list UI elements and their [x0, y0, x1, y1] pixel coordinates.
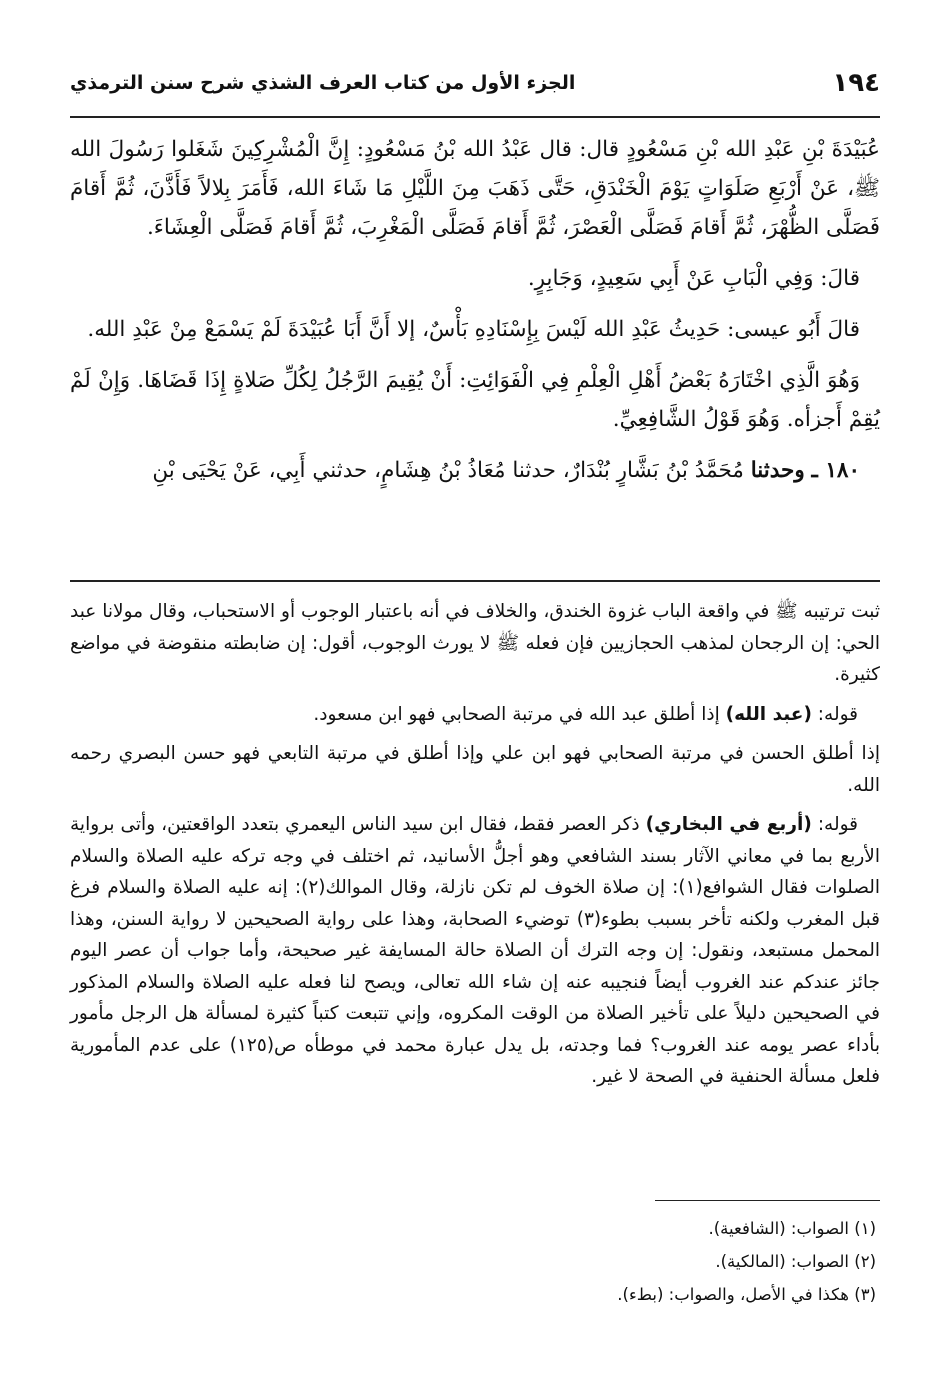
footnote: (٢) الصواب: (المالكية). [715, 1252, 876, 1271]
commentary-lead: قوله: [817, 703, 858, 725]
commentary [70, 596, 880, 1101]
hadith-paragraph: قالَ أَبُو عيسى: حَدِيثُ عَبْدِ الله لَيْسَ بِإِسْنَادِهِ بَأْسٌ، إلا أَنَّ أَبَا عُبَيْدَةَ لَمْ يَسْمَعْ مِنْ عَبْدِ الله. [87, 317, 860, 342]
hadith-paragraph: وَهُوَ الَّذِي اخْتَارَهُ بَعْضُ أَهْلِ الْعِلْمِ فِي الْفَوَائِتِ: أَنْ يُقِيمَ الرَّجُلُ لِكُلِّ صَلاةٍ إِذَا قَضَاهَا. وَإِنْ لَمْ يُقِمْ أَجزأه. وَهُوَ قَوْلُ الشَّافِعِيِّ. [70, 368, 880, 432]
hadith-chain: مُحَمَّدُ بْنُ بَشَّارٍ بُنْدَارٌ، حدثنا مُعَاذُ بْنُ هِشَامٍ، حدثني أَبِي، عَنْ يَحْيَى بْنِ [152, 458, 744, 483]
footnote: (١) الصواب: (الشافعية). [708, 1219, 876, 1238]
commentary-paragraph: ثبت ترتيبه ﷺ في واقعة الباب غزوة الخندق، والخلاف في أنه باعتبار الوجوب أو الاستحباب، وقال مولانا عبد الحي: إن الرجحان لمذهب الحجازيين فإن فعله ﷺ لا يورث الوجوب، أقول: إن ضابطته منقوضة في مواضع كثيرة. [70, 601, 880, 685]
page-header [70, 68, 880, 110]
hadith-text [70, 130, 880, 490]
hadith-paragraph: عُبَيْدَةَ بْنِ عَبْدِ الله بْنِ مَسْعُودٍ قال: قال عَبْدُ الله بْنُ مَسْعُودٍ: إِنَّ الْمُشْرِكِينَ شَغَلوا رَسُولَ الله ﷺ، عَنْ أَرْبَعِ صَلَوَاتٍ يَوْمَ الْخَنْدَقِ، حَتَّى ذَهَبَ مِنَ اللَّيْلِ مَا شَاءَ الله، فَأَمَرَ بِلالاً فَأَذَّنَ، ثُمَّ أَقامَ فَصَلَّى الظُّهْرَ، ثُمَّ أَقامَ فَصَلَّى الْعَصْرَ، ثُمَّ أَقامَ فَصَلَّى الْمَغْرِبَ، ثُمَّ أَقامَ فَصَلَّى الْعِشَاءَ. [70, 137, 880, 240]
hadith-lead: وحدثنا [750, 458, 805, 483]
hadith-paragraph [70, 451, 880, 490]
running-title: الجزء الأول من كتاب العرف الشذي شرح سنن الترمذي [70, 72, 576, 94]
header-divider [70, 116, 880, 118]
footnote: (٣) هكذا في الأصل، والصواب: (بطء). [617, 1285, 876, 1304]
commentary-term: (عبد الله) [725, 703, 812, 725]
commentary-text: إذا أطلق عبد الله في مرتبة الصحابي فهو ابن مسعود. [313, 703, 720, 725]
footnote-divider [655, 1200, 880, 1201]
commentary-lead: قوله: [817, 814, 859, 835]
page-number: ١٩٤ [832, 68, 880, 98]
commentary-term: (أربع في البخاري) [645, 814, 812, 835]
footnotes [70, 1212, 880, 1311]
section-divider [70, 580, 880, 582]
commentary-paragraph [70, 809, 880, 1093]
commentary-paragraph: إذا أطلق الحسن في مرتبة الصحابي فهو ابن علي وإذا أطلق في مرتبة التابعي فهو حسن البصري رحمه الله. [70, 743, 880, 796]
commentary-text: ذكر العصر فقط، فقال ابن سيد الناس اليعمري بتعدد الواقعتين، وأتى برواية الأربع بما في معاني الآثار بسند الشافعي وهو أجلُّ الأسانيد، ثم اختلف في وجه تركه عليه الصلاة والسلام الصلوات فقال الشوافع(١): إن صلاة الخوف لم تكن نازلة، وقال الموالك(٢): إنه عليه الصلاة والسلام فرغ قبل المغرب ولكنه تأخر بسبب بطوء(٣) توضيء الصحابة، وهذا على رواية الصحيحين لا رواية السنن، وهذا المحمل مستبعد، ونقول: إن وجه الترك أن الصلاة حالة المسايفة غير صحيحة، وأما جواب أن عصر اليوم جائز عندكم عند الغروب أيضاً فنجيبه عنه إن شاء الله تعالى، ويصح لنا فعله عليه الصلاة والسلام المذكور في الصحيحين دليلاً على تأخير الصلاة من الوقت المكروه، وإني تتبعت كتباً كثيرة لمسألة هل الرجل مأمور بأداء عصر يومه عند الغروب؟ فما وجدته، بل يدل عبارة محمد في موطأه ص(١٢٥) على عدم المأمورية فلعل مسألة الحنفية في الصحة لا غير. [70, 814, 881, 1087]
hadith-paragraph: قالَ: وَفِي الْبَابِ عَنْ أَبِي سَعِيدٍ، وَجَابِرٍ. [527, 266, 860, 291]
hadith-number: ١٨٠ ـ [811, 458, 860, 483]
commentary-paragraph [70, 699, 880, 731]
